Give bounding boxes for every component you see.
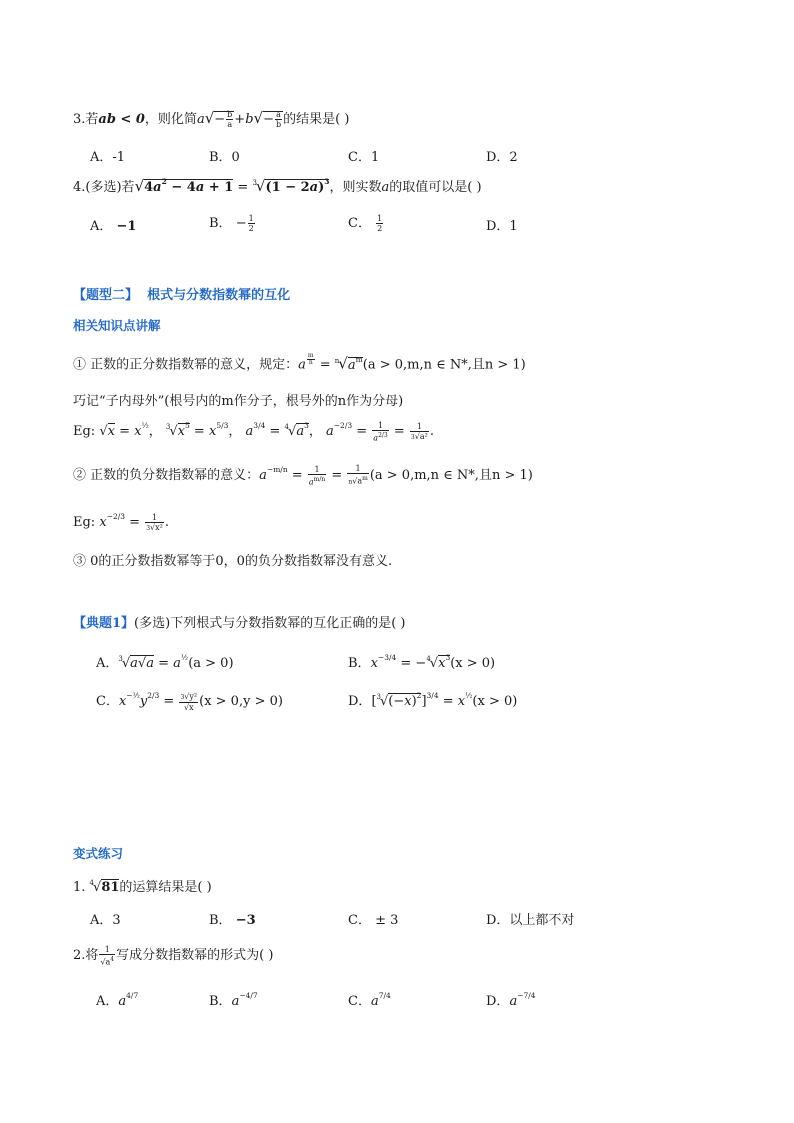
q4-option-a[interactable]: A． −1 (90, 219, 137, 234)
q3-option-c[interactable]: C．1 (348, 150, 380, 165)
practice-q1: 1. $^4$√81的运算结果是( ) (73, 879, 212, 895)
pq1-option-b[interactable]: B． −3 (209, 913, 256, 928)
example1-option-b[interactable]: B．$x^{-3/4} = -^4√x^3(x > 0)$ (348, 653, 496, 671)
q4-option-b[interactable]: B． − $\frac{1}{2}$ (209, 214, 254, 233)
q3-option-d[interactable]: D．2 (486, 150, 518, 165)
example-line-2: Eg: $x^{-2/3}$ = $\frac{1}{\text{3√x²}}$ . (73, 512, 170, 532)
pq2-option-b[interactable]: B．$a^{-4/7}$ (209, 991, 258, 1009)
section-heading-type2: 【题型二】 根式与分数指数幂的互化 (73, 288, 291, 303)
pq2-option-d[interactable]: D．$a^{-7/4}$ (486, 991, 536, 1009)
pq2-option-a[interactable]: A．$a^{4/7}$ (96, 991, 139, 1009)
q4-option-c[interactable]: C． $\frac{1}{2}$ (348, 214, 383, 233)
question-4: 4.(多选)若$√4a^2 - 4a + 1 = ^3√(1 - 2a)^3$，则实数a的取值可以是( ) (73, 177, 482, 195)
knowledge-item-2: ② 正数的负分数指数幂的意义：$a^{-m/n}$ = $\frac{1}{a^{m/n}}$ = $\frac{1}{n√a^m}$ (a > 0,m,n ∈ N*,且n > 1) (73, 464, 533, 487)
practice-title: 变式练习 (73, 846, 124, 861)
pq1-option-d[interactable]: D．以上都不对 (486, 913, 575, 928)
practice-q2: 2.将 $\frac{1}{√a^4}$ 写成分数指数幂的形式为( ) (73, 944, 274, 967)
example-1-stem: 【典题1】(多选)下列根式与分数指数幂的互化正确的是( ) (73, 616, 406, 631)
q3-option-a[interactable]: A．-1 (90, 150, 126, 165)
knowledge-item-1: ① 正数的正分数指数幂的意义，规定：a $^{\frac{m}{n}}$ = $^n√a^m(a > 0,m,n$ ∈ N*,且n > 1) (73, 352, 526, 373)
knowledge-title: 相关知识点讲解 (73, 318, 161, 333)
pq1-option-a[interactable]: A．3 (90, 913, 121, 928)
q4-option-d[interactable]: D．1 (486, 219, 518, 234)
example1-option-a[interactable]: A．$^3√a√a = a^{\frac{1}{2}}(a > 0)$ (96, 653, 234, 671)
condition-ab: ab < 0 (98, 112, 145, 127)
example1-option-c[interactable]: C．$x^{-\frac{1}{2}}y^{2/3}$ = $\frac{\text{3√y²}}{√x}$ (x > 0,y > 0) (96, 691, 283, 712)
q3-option-b[interactable]: B．0 (209, 150, 240, 165)
pq1-option-c[interactable]: C． ± 3 (348, 913, 399, 928)
example1-option-d[interactable]: D．$[^3√(-x)^2]^{3/4} = x^{\frac{1}{2}}(x > 0)$ (348, 691, 518, 709)
knowledge-trick: 巧记“子内母外”(根号内的m作分子，根号外的n作为分母) (73, 394, 404, 409)
question-3: 3.若ab < 0，则化简a√− $\frac{b}{a}$ +b√− $\frac{a}{b}$ 的结果是( ) (73, 109, 350, 129)
pq2-option-c[interactable]: C．$a^{7/4}$ (348, 991, 391, 1009)
knowledge-item-3: ③ 0的正分数指数幂等于0，0的负分数指数幂没有意义. (73, 554, 393, 569)
example-line-1: Eg: $√x = x^{\frac{1}{2}}$， $^3√x^5 = x^{5/3}$， $a^{3/4} = ^4√a^3$， $a^{-2/3}$ = $\frac{1}{a^{2/3}}$ = $\frac{1}{\text{3√a²}}$ . (73, 420, 434, 443)
